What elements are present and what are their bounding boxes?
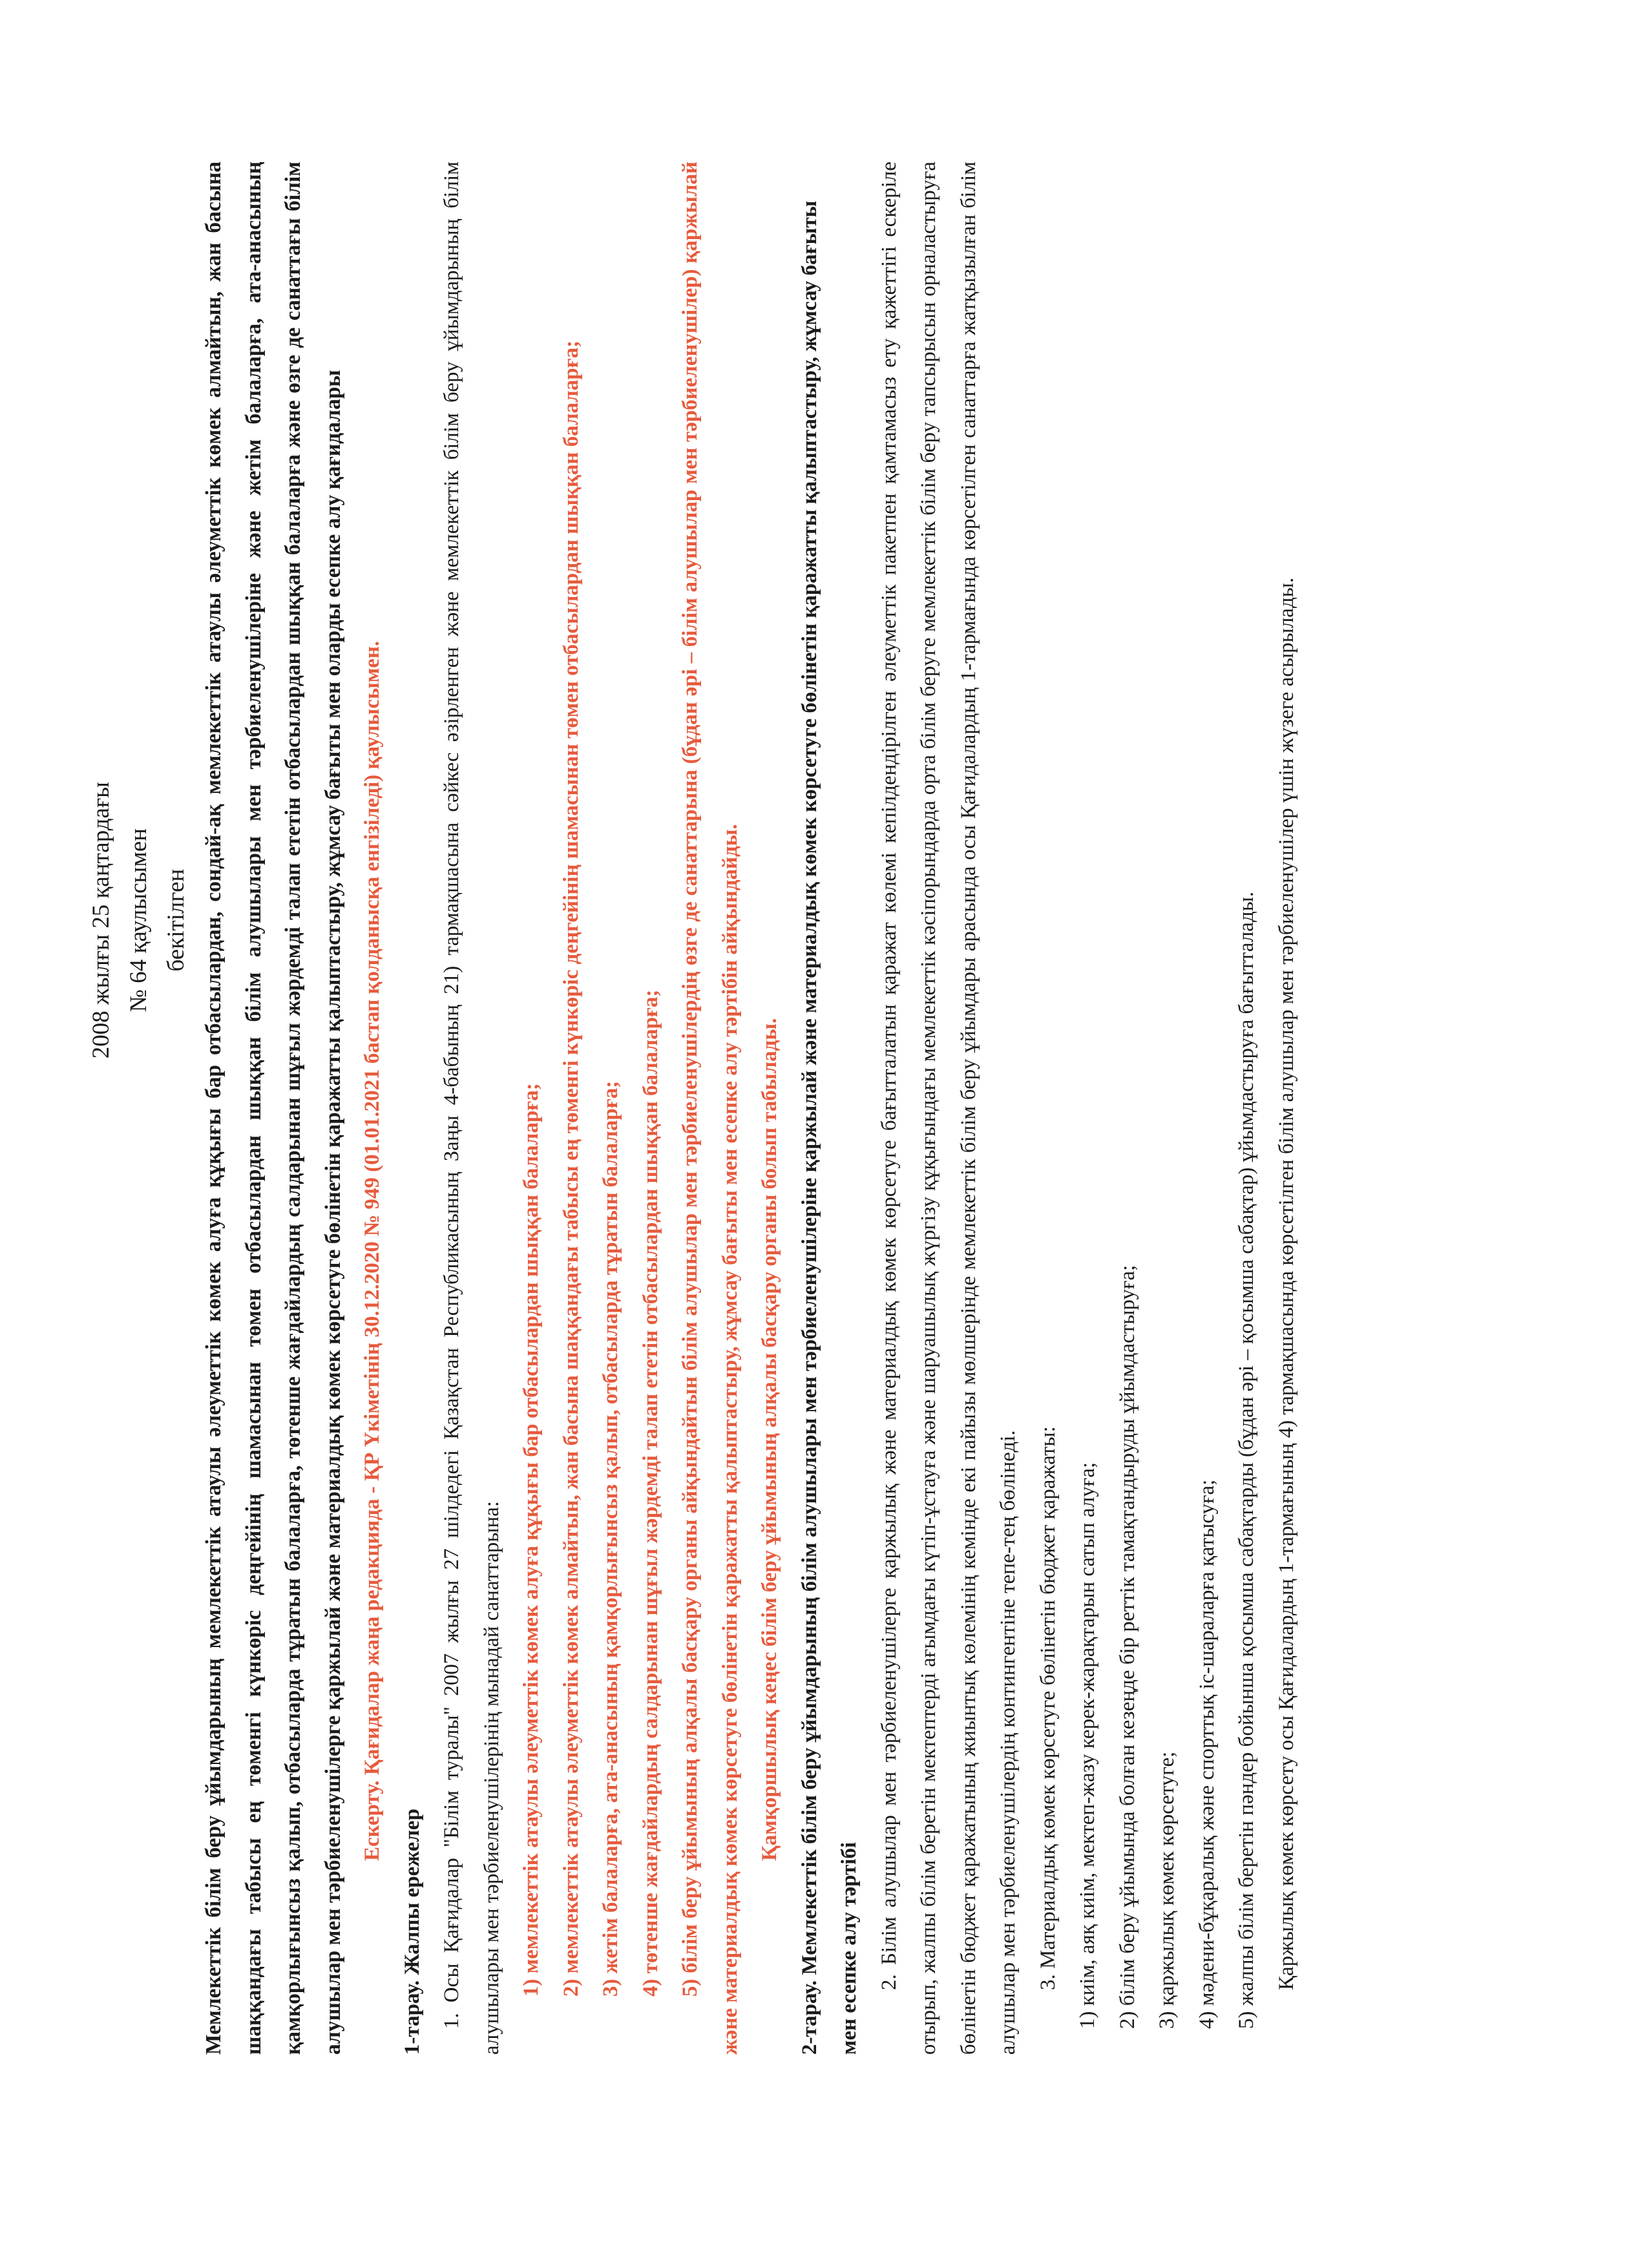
list-item-4: 4) мәдени-бұқаралық және спорттық іс-шараларға қатысуға;: [1195, 1479, 1219, 2029]
section-1-title: Жалпы ережелер: [400, 1809, 424, 1975]
paragraph-4: Қаржылық көмек көрсету осы Қағидалардың 1-тармағының 4) тармақшасында көрсетілген білім алушылар мен тәрбиеленушілер үшін жүзеге асырылады.: [1274, 577, 1298, 1990]
category-item-2: 2) мемлекеттік атаулы әлеуметтік көмек алмайтын, жан басына шаққандағы табысы ең төменгі күнкөріс деңгейінің шамасынан төмен отбасылардан шыққан балаларға;: [559, 340, 583, 1997]
paragraph-2: 2. Білім алушылар мен тәрбиеленушілерге қаржылық және материалдық көмек көрсетуге бағытталатын қаражат көлемі кепілдендірілген әлеуметтік пакетпен қамтамасыз ету қажеттігі ескеріле отырып, жалпы білім беретін мектептерді ағымдағы күтіп-ұстауға және шаруашылық жүргізу құқығындағы мемлекеттік кәсіпорындарда орта білім беруге мемлекеттік білім беру тапсырысын орналастыруға бөлінетін бюджет қаражатының жиынтық көлемінің кемінде екі пайызы мөлшерінде мемлекеттік білім беру ұйымдары арасында осы Қағидалардың 1-тармағында көрсетілген санаттарға жатқызылған білім алушылар мен тәрбиеленушілердің контингентіне тепе-тең бөлінеді.: [877, 162, 1020, 2055]
section-2-heading: [790, 162, 870, 2055]
category-item-5: 5) білім беру ұйымының алқалы басқару органы айқындайтын білім алушылар мен тәрбиеленушілердің өзге де санаттарына (бұдан әрі – білім алушылар мен тәрбиеленушілер) қаржылай және материалдық көмек көрсетуге бөлінетін қаражатты қалыптастыру, жұмсау бағыты мен есепке алу тәртібін айқындайды.: [678, 162, 742, 2055]
list-item-5: 5) жалпы білім беретін пәндер бойынша қосымша сабақтарды (бұдан әрі – қосымша сабақтар) ұйымдастыруға бағытталады.: [1235, 891, 1258, 2029]
list-item-1: 1) киім, аяқ киім, мектеп-жазу керек-жарақтарын сатып алуға;: [1076, 1462, 1099, 2029]
paragraph-1: 1. Осы Қағидалар "Білім туралы" 2007 жылғы 27 шілдедегі Қазақстан Республикасының Заңы 4-бабының 21) тармақшасына сәйкес әзірленген және мемлекеттік білім беру ұйымдарының білім алушылары мен тәрбиеленушілерінің мынадай санаттарына:: [440, 162, 503, 2055]
document-title: Мемлекеттік білім беру ұйымдарының мемлекеттік атаулы әлеуметтік көмек алуға құқығы бар отбасылардан, сондай-ақ мемлекеттік атаулы әлеуметтік көмек алмайтын, жан басына шаққандағы табысы ең төменгі күнкөріс деңгейінің шамасынан төмен отбасылардан шыққан білім алушылары мен тәрбиеленушілеріне және жетім балаларға, ата-анасының қамқорлығынсыз қалып, отбасыларда тұратын балаларға, төтенше жағдайлардың салдарынан шұғыл жәрдемді талап ететін отбасылардан шыққан балаларға және өзге де санаттағы білім алушылар мен тәрбиеленушілерге қаржылай және материалдық көмек көрсетуге бөлінетін қаражатты қалыптастыру, жұмсау бағыты мен оларды есепке алу қағидалары: [202, 162, 345, 2055]
approval-stamp: [83, 782, 195, 1058]
edition-note: Ескерту. Қағидалар жаңа редакцияда - ҚР Үкіметінің 30.12.2020 № 949 (01.01.2021 бастап қолданысқа енгізіледі) қаулысымен.: [361, 640, 384, 1861]
approval-approved: бекітілген: [163, 868, 189, 972]
section-2-label: 2-тарау.: [797, 1980, 821, 2055]
approval-date: 2008 жылғы 25 қаңтардағы: [88, 782, 114, 1059]
section-1-label: 1-тарау.: [400, 1980, 424, 2055]
category-item-3: 3) жетім балаларға, ата-анасының қамқорлығынсыз қалып, отбасыларда тұратын балаларға;: [599, 1080, 622, 1997]
section-2-title: Мемлекеттік білім беру ұйымдарының білім алушылары мен тәрбиеленушілеріне қаржылай және материалдық көмек көрсетуге бөлінетін қаражатты қалыптастыру, жұмсау бағыты мен есепке алу тәртібі: [797, 200, 861, 2055]
section-1-heading: [393, 162, 433, 2055]
approval-resolution: № 64 қаулысымен: [125, 828, 152, 1013]
council-statement: Қамқоршылық кеңес білім беру ұйымының алқалы басқару органы болып табылады.: [758, 1018, 781, 1861]
category-item-4: 4) төтенше жағдайлардың салдарынан шұғыл жәрдемді талап ететін отбасылардан шыққан балаларға;: [638, 989, 662, 1997]
paragraph-3: 3. Материалдық көмек көрсетуге бөлінетін бюджет қаражаты:: [1036, 1426, 1060, 1990]
list-item-2: 2) білім беру ұйымында болған кезеңде бір реттік тамақтандыруды ұйымдастыруға;: [1115, 1265, 1139, 2029]
category-item-1: 1) мемлекеттік атаулы әлеуметтік көмек алуға құқығы бар отбасылардан шыққан балаларға;: [520, 1083, 543, 1997]
list-item-3: 3) қаржылық көмек көрсетуге;: [1155, 1751, 1179, 2029]
